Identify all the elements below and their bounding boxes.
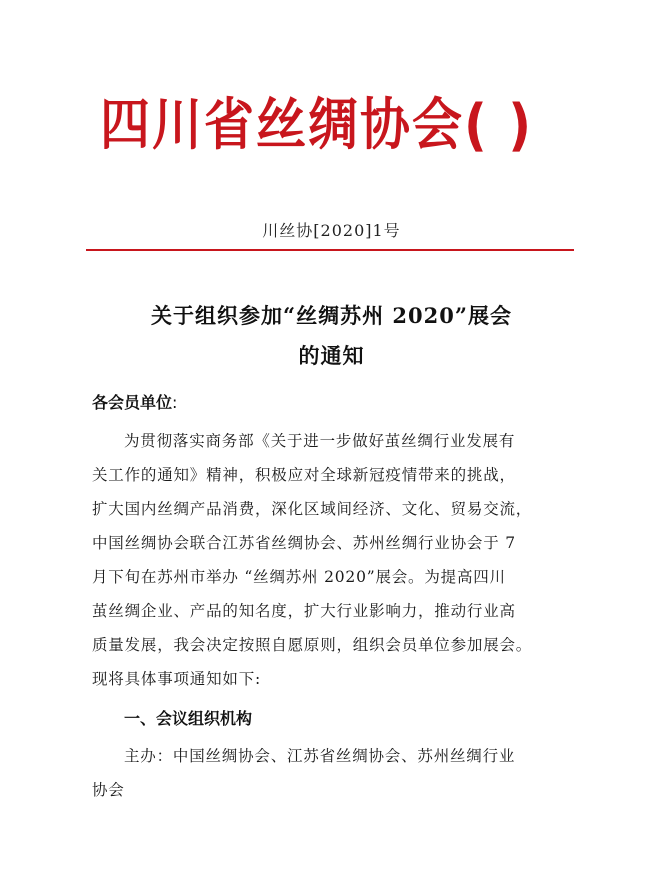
- body-paragraph-line: 扩大国内丝绸产品消费，深化区域间经济、文化、贸易交流，: [92, 500, 533, 518]
- body-paragraph-line: 现将具体事项通知如下:: [92, 670, 262, 688]
- body-paragraph-line: 中国丝绸协会联合江苏省丝绸协会、苏州丝绸行业协会于 7: [92, 534, 516, 552]
- letterhead-org-title: 四川省丝绸协会( ): [100, 92, 534, 158]
- section-heading: 一、会议组织机构: [124, 709, 253, 728]
- section-body-line: 主办：中国丝绸协会、江苏省丝绸协会、苏州丝绸行业: [124, 747, 516, 765]
- body-paragraph-line: 茧丝绸企业、产品的知名度，扩大行业影响力，推动行业高: [92, 602, 516, 620]
- document-number: 川丝协[2020]1号: [262, 221, 401, 240]
- salutation-colon: :: [172, 393, 178, 412]
- body-paragraph-line: 月下旬在苏州市举办 “丝绸苏州 2020”展会。为提高四川: [92, 568, 506, 586]
- letterhead-red-divider: [86, 249, 574, 251]
- notice-title-line-2: 的通知: [298, 343, 365, 368]
- section-body-line: 协会: [92, 781, 125, 799]
- salutation-text: 各会员单位: [92, 393, 173, 412]
- body-paragraph-line: 为贯彻落实商务部《关于进一步做好茧丝绸行业发展有: [124, 432, 516, 450]
- body-paragraph-line: 关工作的通知》精神，积极应对全球新冠疫情带来的挑战，: [92, 466, 516, 484]
- notice-title-line-1: 关于组织参加“丝绸苏州 2020”展会: [151, 303, 512, 328]
- body-paragraph-line: 质量发展，我会决定按照自愿原则，组织会员单位参加展会。: [92, 636, 533, 654]
- salutation: [92, 390, 177, 413]
